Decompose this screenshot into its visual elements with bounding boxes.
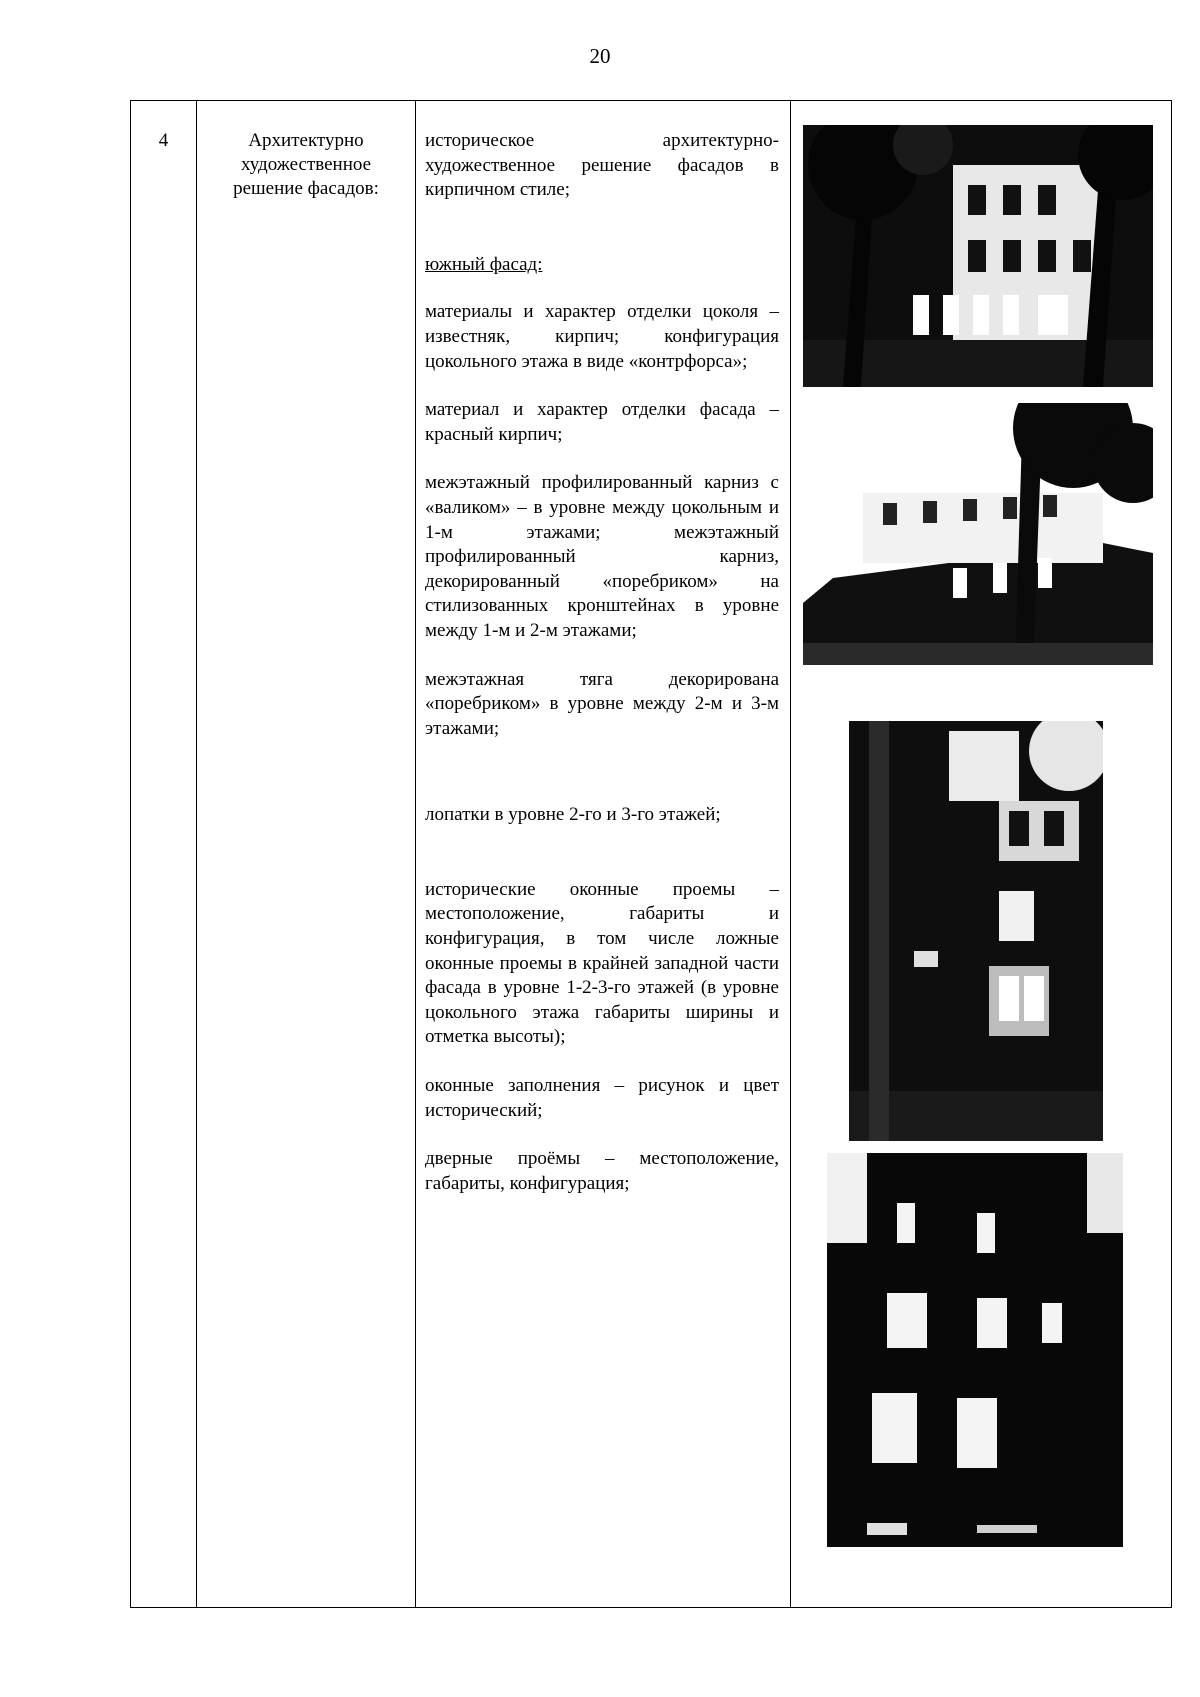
facade-photo: [827, 1153, 1123, 1547]
paragraph: историческое архитектурно-художественное решение фасадов в кирпичном стиле;: [425, 130, 779, 201]
row-title: Архитектурно художественное решение фасадов:: [233, 130, 379, 199]
paragraph: материал и характер отделки фасада – красный кирпич;: [425, 399, 779, 445]
facade-photo: [803, 125, 1153, 387]
column-divider: [196, 101, 197, 1607]
paragraph: межэтажная тяга декорирована «поребриком» в уровне между 2-м и 3-м этажами;: [425, 668, 779, 739]
facade-photo: [849, 721, 1103, 1141]
facade-photo: [803, 403, 1153, 665]
column-divider: [790, 101, 791, 1607]
paragraph: исторические оконные проемы – местоположение, габариты и конфигурация, в том числе ложные оконные проемы в крайней западной части фасада в уровне 1-2-3-го этажей (в уровне цокольного этажа габариты ширины и отметка высоты);: [425, 878, 779, 1048]
paragraph: дверные проёмы – местоположение, габариты, конфигурация;: [425, 1148, 779, 1194]
page-number: 20: [589, 44, 611, 68]
paragraph: лопатки в уровне 2-го и 3-го этажей;: [425, 804, 721, 826]
paragraph: материалы и характер отделки цоколя – известняк, кирпич; конфигурация цокольного этажа в виде «контрфорса»;: [425, 301, 779, 372]
paragraph: оконные заполнения – рисунок и цвет исторический;: [425, 1075, 779, 1121]
section-heading: южный фасад:: [425, 253, 543, 275]
description-cell: [425, 129, 779, 1196]
row-number: 4: [158, 130, 169, 151]
column-divider: [415, 101, 416, 1607]
paragraph: межэтажный профилированный карниз с «валиком» – в уровне между цокольным и 1-м этажами; межэтажный профилированный карниз, декорированный «поребриком» на стилизованных кронштейнах в уровне между 1-м и 2-м этажами;: [425, 472, 779, 641]
content-table: [130, 100, 1172, 1608]
